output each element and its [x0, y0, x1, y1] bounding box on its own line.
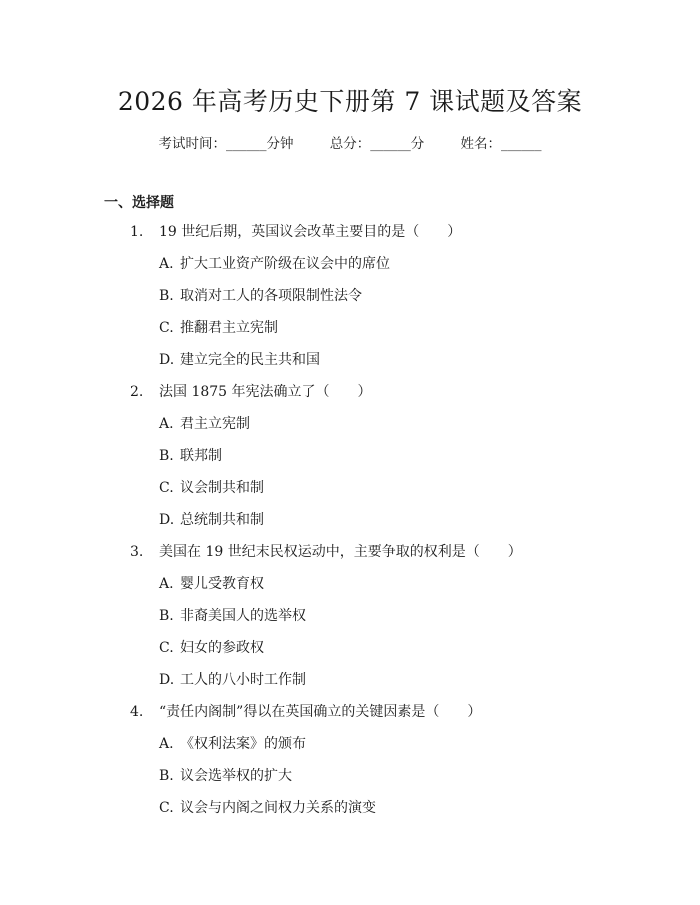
option-letter: C. [159, 800, 174, 816]
option-c [0, 478, 700, 510]
option-c [0, 318, 700, 350]
question-4 [0, 702, 700, 830]
option-text: 君主立宪制 [180, 416, 250, 432]
question-text: 法国 1875 年宪法确立了（ ） [159, 384, 372, 400]
option-letter: C. [159, 640, 174, 656]
option-text: 非裔美国人的选举权 [180, 608, 306, 624]
option-letter: B. [159, 448, 174, 464]
question-text: 19 世纪后期，英国议会改革主要目的是（ ） [159, 224, 462, 240]
option-text: 议会制共和制 [180, 480, 264, 496]
question-number: 4. [130, 704, 144, 720]
option-d [0, 510, 700, 542]
exam-name-field: 姓名：______ [460, 136, 542, 152]
question-1 [0, 222, 700, 382]
option-list [0, 574, 700, 702]
option-letter: D. [159, 352, 175, 368]
option-text: 工人的八小时工作制 [180, 672, 306, 688]
option-text: 取消对工人的各项限制性法令 [180, 288, 362, 304]
option-list [0, 734, 700, 830]
option-text: 婴儿受教育权 [180, 576, 264, 592]
option-b [0, 286, 700, 318]
option-text: 总统制共和制 [180, 512, 264, 528]
option-letter: A. [159, 256, 174, 272]
page-title: 2026 年高考历史下册第 7 课试题及答案 [117, 87, 583, 116]
option-letter: B. [159, 288, 174, 304]
question-number: 2. [130, 384, 144, 400]
option-letter: A. [159, 736, 174, 752]
question-stem [0, 222, 700, 254]
option-letter: D. [159, 512, 175, 528]
option-d [0, 350, 700, 382]
question-stem [0, 542, 700, 574]
option-a [0, 734, 700, 766]
option-c [0, 638, 700, 670]
option-b [0, 446, 700, 478]
option-text: 妇女的参政权 [180, 640, 264, 656]
option-text: 建立完全的民主共和国 [180, 352, 320, 368]
option-c [0, 798, 700, 830]
question-number: 3. [130, 544, 144, 560]
option-a [0, 254, 700, 286]
option-text: 扩大工业资产阶级在议会中的席位 [180, 256, 390, 272]
question-stem [0, 702, 700, 734]
exam-time-field: 考试时间：______分钟 [158, 136, 294, 152]
option-text: 议会选举权的扩大 [180, 768, 292, 784]
question-text: 美国在 19 世纪末民权运动中，主要争取的权利是（ ） [159, 544, 522, 560]
exam-score-field: 总分：______分 [329, 136, 425, 152]
exam-meta [0, 132, 700, 152]
question-3 [0, 542, 700, 702]
option-letter: A. [159, 576, 174, 592]
option-b [0, 766, 700, 798]
option-letter: C. [159, 320, 174, 336]
option-text: 议会与内阁之间权力关系的演变 [180, 800, 376, 816]
section-heading: 一、选择题 [104, 195, 174, 211]
option-text: 《权利法案》的颁布 [180, 736, 306, 752]
question-number: 1. [130, 224, 144, 240]
question-list [0, 222, 700, 830]
question-stem [0, 382, 700, 414]
question-2 [0, 382, 700, 542]
option-a [0, 574, 700, 606]
option-list [0, 254, 700, 382]
option-letter: C. [159, 480, 174, 496]
option-a [0, 414, 700, 446]
option-d [0, 670, 700, 702]
option-letter: B. [159, 768, 174, 784]
question-text: “责任内阁制”得以在英国确立的关键因素是（ ） [159, 704, 482, 720]
option-letter: D. [159, 672, 175, 688]
option-b [0, 606, 700, 638]
option-text: 推翻君主立宪制 [180, 320, 278, 336]
option-text: 联邦制 [180, 448, 222, 464]
option-list [0, 414, 700, 542]
option-letter: A. [159, 416, 174, 432]
option-letter: B. [159, 608, 174, 624]
